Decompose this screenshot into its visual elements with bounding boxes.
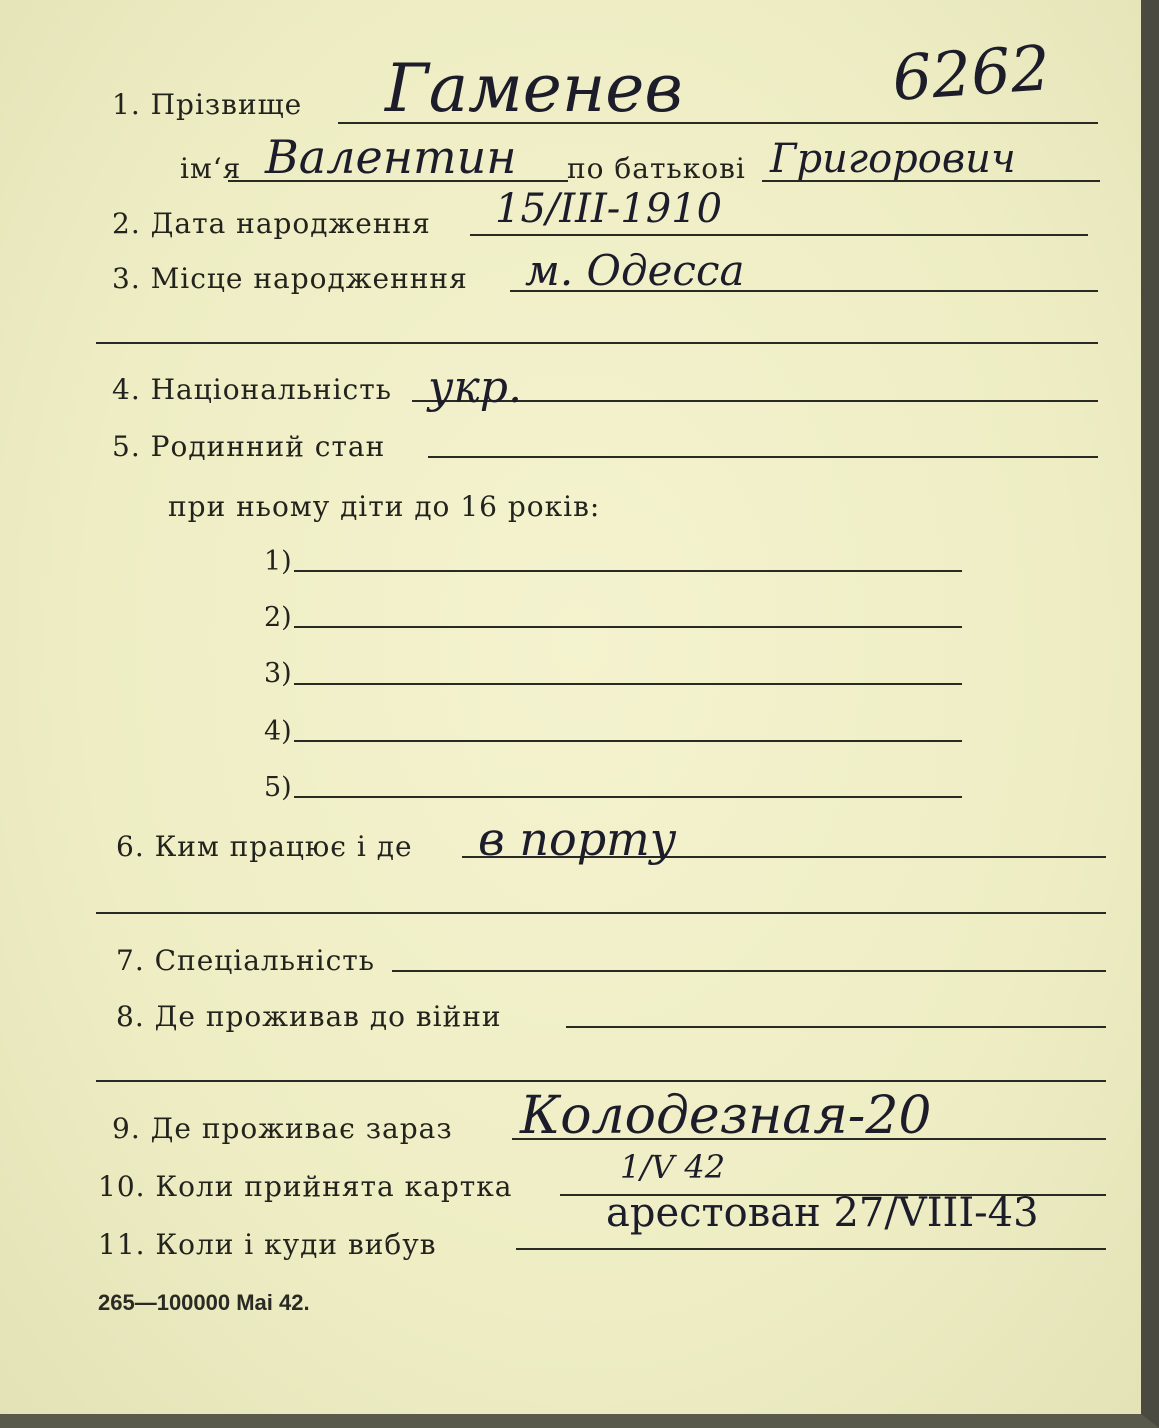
- current-residence-label: 9. Де проживає зараз: [112, 1112, 453, 1145]
- first-name-label: ім‘я: [180, 152, 242, 185]
- departure-label: 11. Коли і куди вибув: [98, 1228, 437, 1261]
- child-1-line: [294, 570, 962, 572]
- birth-date-label: 2. Дата народження: [112, 207, 431, 240]
- departure-line: [516, 1248, 1106, 1250]
- birth-date-line: [470, 234, 1088, 236]
- birth-date-value: 15/III-1910: [495, 186, 723, 232]
- nationality-value: укр.: [428, 362, 522, 413]
- child-3-label: 3): [264, 658, 292, 689]
- prewar-residence-line: [566, 1026, 1106, 1028]
- child-4-line: [294, 740, 962, 742]
- birth-place-value: м. Одесса: [525, 246, 745, 295]
- prewar-residence-label: 8. Де проживав до війни: [116, 1000, 502, 1033]
- marital-status-label: 5. Родинний стан: [112, 430, 386, 463]
- marital-status-line: [428, 456, 1098, 458]
- specialty-label: 7. Спеціальність: [116, 944, 375, 977]
- child-1-label: 1): [264, 546, 292, 577]
- occupation-label: 6. Ким працює і де: [116, 830, 413, 863]
- surname-label: 1. Прізвище: [112, 88, 303, 121]
- patronymic-value: Григорович: [770, 136, 1016, 182]
- card-accepted-value: 1/V 42: [620, 1148, 726, 1186]
- child-5-label: 5): [264, 772, 292, 803]
- child-2-line: [294, 626, 962, 628]
- card-accepted-label: 10. Коли прийнята картка: [98, 1170, 513, 1203]
- surname-value: Гаменев: [385, 50, 683, 127]
- departure-value: арестован 27/VIII-43: [606, 1190, 1039, 1236]
- prewar-residence-line-2: [96, 1080, 1106, 1082]
- occupation-line-2: [96, 912, 1106, 914]
- child-2-label: 2): [264, 602, 292, 633]
- print-mark: 265—100000 Mai 42.: [98, 1290, 310, 1315]
- occupation-value: в порту: [478, 812, 677, 866]
- nationality-label: 4. Національність: [112, 373, 392, 406]
- patronymic-label: по батькові: [567, 152, 746, 185]
- child-3-line: [294, 683, 962, 685]
- card-number: 6262: [889, 31, 1053, 115]
- current-residence-value: Колодезная-20: [520, 1086, 932, 1146]
- birth-place-line-2: [96, 342, 1098, 344]
- birth-place-label: 3. Місце народженння: [112, 262, 468, 295]
- specialty-line: [392, 970, 1106, 972]
- first-name-value: Валентин: [265, 130, 517, 184]
- child-5-line: [294, 796, 962, 798]
- children-header: при ньому діти до 16 років:: [168, 490, 601, 523]
- child-4-label: 4): [264, 716, 292, 747]
